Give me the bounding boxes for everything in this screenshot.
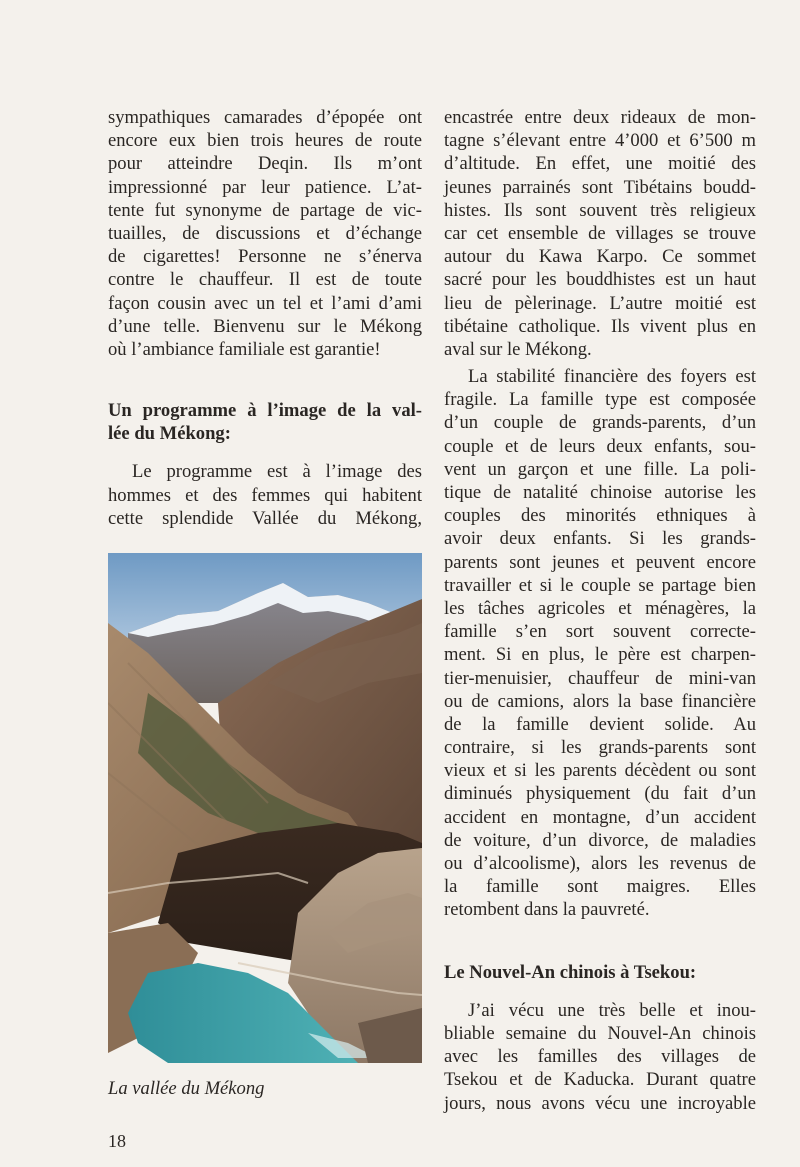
text-line: famille s’en sort souvent correcte- — [444, 621, 756, 643]
text-line: hommes et des femmes qui habitent — [108, 484, 422, 506]
paragraph — [108, 106, 422, 361]
text-line: avec les familles des villages de — [444, 1046, 756, 1068]
text-line: de cigarettes! Personne ne s’énerva — [108, 246, 422, 268]
text-line: où l’ambiance familiale est garantie! — [108, 338, 381, 360]
text-line: tente fut synonyme de partage de vic- — [108, 199, 422, 221]
text-line: encore eux bien trois heures de route — [108, 130, 422, 152]
section-heading — [444, 961, 756, 984]
text-line: d’altitude. En effet, une moitié des — [444, 153, 756, 175]
text-line: jeunes parrainés sont Tibétains boudd- — [444, 176, 756, 198]
text-line: J’ai vécu une très belle et inou- — [468, 999, 756, 1021]
text-line: histes. Ils sont souvent très religieux — [444, 199, 756, 221]
paragraph — [444, 365, 756, 922]
text-line: accident en montagne, d’un accident — [444, 806, 756, 828]
text-line: tagne s’élevant entre 4’000 et 6’500 m — [444, 130, 756, 152]
text-line: Tsekou et de Kaducka. Durant quatre — [444, 1069, 756, 1091]
text-line: contre le chauffeur. Il est de toute — [108, 269, 422, 291]
text-line: sacré pour les bouddhistes est un haut — [444, 269, 756, 291]
text-line: vent un garçon et une fille. La poli- — [444, 458, 756, 480]
text-line: bliable semaine du Nouvel-An chinois — [444, 1022, 756, 1044]
text-line: les tâches agricoles et ménagères, la — [444, 597, 756, 619]
right-column — [444, 106, 756, 1115]
text-line: lieu de pèlerinage. L’autre moitié est — [444, 292, 756, 314]
text-line: couple et de leurs deux enfants, sou- — [444, 435, 756, 457]
left-column — [108, 106, 422, 530]
text-line: façon cousin avec un tel et l’ami d’ami — [108, 292, 422, 314]
text-line: la famille sont maigres. Elles — [444, 876, 756, 898]
text-line: jours, nous avons vécu une incroyable — [444, 1092, 756, 1114]
text-line: sympathiques camarades d’épopée ont — [108, 107, 422, 128]
paragraph — [444, 106, 756, 361]
text-line: aval sur le Mékong. — [444, 338, 592, 360]
text-line: impressionné par leur patience. L’at- — [108, 176, 422, 198]
text-line: autour du Kawa Karpo. Ce sommet — [444, 246, 756, 268]
page-number: 18 — [108, 1131, 126, 1151]
text-line: d’une telle. Bienvenu sur le Mékong — [108, 315, 422, 337]
text-line: La stabilité financière des foyers est — [468, 366, 756, 388]
text-line: de voiture, d’un divorce, de maladies — [444, 829, 756, 851]
text-line: car cet ensemble de villages se trouve — [444, 222, 756, 244]
text-line: vieux et si les parents décèdent ou sont — [444, 760, 756, 782]
text-line: parents sont jeunes et peuvent encore — [444, 551, 756, 573]
text-line: cette splendide Vallée du Mékong, — [108, 507, 422, 529]
text-line: retombent dans la pauvreté. — [444, 899, 650, 921]
heading-line: lée du Mékong: — [108, 423, 231, 445]
text-line: couples des minorités ethniques à — [444, 505, 756, 527]
paragraph — [108, 460, 422, 530]
text-line: fragile. La famille type est composée — [444, 389, 756, 411]
text-line: tique de natalité chinoise autorise les — [444, 482, 756, 503]
text-line: ou de camions, alors la base financière — [444, 690, 756, 712]
text-line: de la famille devient solide. Au — [444, 713, 756, 735]
text-line: avoir deux enfants. Si les grands- — [444, 528, 756, 550]
text-line: pour atteindre Deqin. Ils m’ont — [108, 153, 422, 175]
mekong-valley-photo — [108, 553, 422, 1063]
text-line: travailler et si le couple se partage bien — [444, 574, 756, 596]
heading-line: Un programme à l’image de la val- — [108, 400, 422, 422]
text-line: Le programme est à l’image des — [132, 461, 422, 483]
text-line: tibétaine catholique. Ils vivent plus en — [444, 315, 756, 337]
text-line: encastrée entre deux rideaux de mon- — [444, 107, 756, 128]
text-line: d’un couple de grands-parents, d’un — [444, 412, 756, 434]
heading-line: Le Nouvel-An chinois à Tsekou: — [444, 961, 697, 983]
text-line: tier-menuisier, chauffeur de mini-van — [444, 667, 756, 689]
paragraph — [444, 999, 756, 1115]
mountain-valley-image — [108, 553, 422, 1063]
text-line: tuailles, de discussions et d’échange — [108, 222, 422, 244]
text-line: contraire, si les grands-parents sont — [444, 737, 756, 759]
photo-caption: La vallée du Mékong — [108, 1078, 265, 1099]
text-line: diminués physiquement (du fait d’un — [444, 783, 756, 805]
text-line: ment. Si en plus, le père est charpen- — [444, 644, 756, 666]
section-heading — [108, 399, 422, 445]
text-line: ou d’alcoolisme), alors les revenus de — [444, 853, 756, 874]
